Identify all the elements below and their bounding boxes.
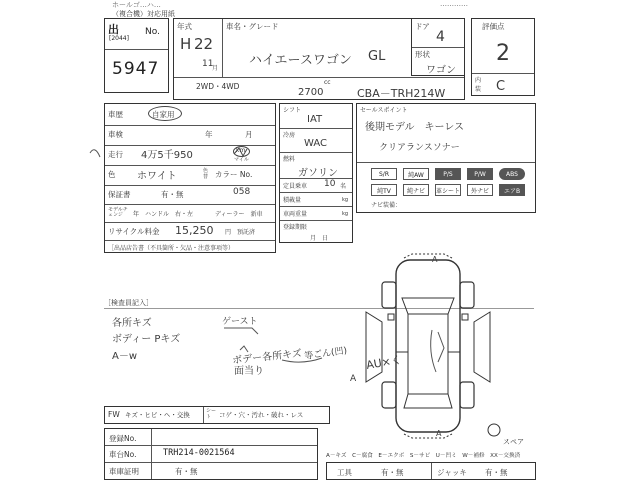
equip-alloy-wheel: 純AW (403, 168, 429, 180)
color-no-label: カラー No. (215, 170, 253, 179)
remarks-label: ［検査員記入］ (104, 299, 153, 307)
doc-top-right-note: ………… (440, 0, 468, 8)
chassis-no-label: 車台No. (109, 450, 137, 459)
ac-value: WAC (304, 138, 327, 149)
expiry-unit: 月 日 (310, 235, 329, 242)
inspection-year: 年 (205, 130, 213, 139)
inspection-month: 月 (245, 130, 253, 139)
grade-label: 評価点 (482, 22, 505, 31)
remark-right-note: AU×く (365, 352, 403, 373)
car-windshield (402, 298, 454, 314)
color-label: 色 (108, 170, 116, 179)
car-rear-window (404, 394, 452, 408)
spec-box (104, 103, 276, 253)
recycle-unit: 円 預託済 (225, 229, 256, 236)
diagram-front-mark: A (432, 255, 438, 264)
garage-cert-options: 有・無 (175, 467, 198, 476)
mileage-label: 走行 (108, 150, 123, 159)
dealer-options: ディーラー 新車 (215, 211, 263, 218)
jack-options: 有・無 (485, 468, 508, 477)
mirror-right (462, 314, 468, 320)
wheel-rear-right (460, 382, 474, 408)
seat-label: シート (206, 408, 217, 420)
equip-aftermarket-navi: 外ナビ (467, 184, 493, 196)
equip-sunroof: S/R (371, 168, 397, 180)
equip-power-window: P/W (467, 168, 493, 180)
tools-row (326, 462, 536, 480)
garage-cert-label: 車庫証明 (109, 467, 139, 476)
nav-equipment-label: ナビ装備： (371, 202, 402, 209)
wheel-front-left (382, 282, 396, 308)
warranty-label: 保証書 (108, 190, 131, 199)
expiry-label: 登録期限 (283, 224, 308, 231)
warranty-options: 有・無 (161, 190, 184, 199)
jack-label: ジャッキ (437, 468, 467, 477)
cc-label: cc (324, 79, 331, 86)
reg-no-label: 登録No. (109, 434, 137, 443)
capacity-unit: 名 (340, 183, 347, 190)
remark-line-1: 各所キズ (112, 318, 152, 329)
grade-box (471, 18, 535, 96)
lot-prefix: 出 (108, 23, 119, 36)
drive-label: 2WD・4WD (196, 82, 240, 91)
chassis-no-value: TRH214-0021564 (163, 448, 235, 458)
usage-value: 自家用 (152, 110, 175, 119)
lot-box (104, 18, 169, 93)
year-label: 年式 (177, 22, 192, 31)
remark-line-4: ボデー各所キズ (231, 348, 303, 367)
mileage-correction-mark (233, 146, 255, 158)
fw-options: キズ・ヒビ・ヘ・交換 (125, 411, 190, 419)
doc-top-note: ホールゴ…ハ… (112, 1, 161, 9)
diagram-rear-mark: A (436, 429, 442, 438)
mech-box (279, 103, 353, 243)
inspection-label: 車検 (108, 130, 123, 139)
mileage-unit: km (236, 147, 246, 154)
tools-options: 有・無 (381, 468, 404, 477)
year-value: 22 (194, 35, 214, 53)
interior-label: 内装 (475, 77, 482, 93)
equip-abs: ABS (499, 168, 525, 180)
recycle-amount: 15,250 (175, 224, 214, 237)
capacity-label: 定員乗車 (283, 183, 308, 190)
doc-form-note: （複合機）対応用紙 (112, 10, 175, 18)
remark-line-5: 面当り (234, 366, 264, 377)
model-change-label: モデルチェンジ (108, 207, 128, 218)
car-diagram (352, 252, 504, 440)
grade-score: 2 (496, 41, 510, 66)
weight-label: 車両重量 (283, 211, 308, 218)
lot-number: 5947 (112, 59, 160, 79)
month-unit: 月 (212, 65, 219, 72)
displacement: 2700 (298, 87, 324, 98)
mileage-tick-mark (88, 141, 104, 161)
shift-value: IAT (307, 114, 323, 125)
usage-label: 車歴 (108, 110, 123, 119)
remark-line-2: ボディー Pキズ (112, 334, 181, 345)
mirror-left (388, 314, 394, 320)
shape-label: 形状 (415, 50, 430, 59)
side-panel-right (474, 312, 490, 382)
weight-unit: kg (342, 211, 349, 217)
notice-label: ［出品店告書（不具箇所・欠品・注意事項等） (108, 245, 235, 252)
remark-line-3: A－w (112, 351, 138, 362)
lot-no-label: No. (145, 27, 160, 37)
spare-tire-icon (488, 424, 500, 436)
spare-label: スペア (503, 438, 524, 446)
chassis-code: CBA－TRH214W (357, 87, 446, 100)
mileage-unit-mile: マイル (234, 157, 249, 163)
year-era: H (180, 35, 192, 53)
fuel-value: ガソリン (298, 168, 338, 179)
sales-line-1: 後期モデル キーレス (365, 122, 464, 133)
color-no-value: 058 (233, 187, 251, 197)
shift-label: シフト (283, 107, 302, 114)
sales-line-2: クリアランスソナー (379, 143, 460, 153)
car-roof (408, 314, 448, 394)
footer-box (104, 428, 318, 480)
vehicle-grade: GL (368, 49, 386, 64)
equip-airbag: エアB (499, 184, 525, 196)
shape-value: ワゴン (426, 65, 456, 76)
color-change: 色替 (203, 168, 209, 180)
equip-genuine-navi: 純ナビ (403, 184, 429, 196)
tools-label: 工具 (337, 468, 352, 477)
equip-genuine-tv: 純TV (371, 184, 397, 196)
load-unit: kg (342, 197, 349, 203)
interior-grade: C (496, 79, 506, 94)
equip-leather-seat: 革シート (435, 184, 461, 196)
condition-legend: A－キズ C－腐食 E－エクボ S－サビ U－凹ミ W－補修 XX－交換済 (326, 453, 521, 459)
doors-label: ドア (415, 22, 430, 31)
color-value: ホワイト (137, 171, 177, 182)
capacity-value: 10 (324, 179, 336, 189)
doors-value: 4 (436, 29, 445, 45)
remark-arrow-scribbles (222, 310, 332, 380)
load-label: 積載量 (283, 197, 302, 204)
car-body-outline (396, 260, 460, 432)
month-value: 11 (202, 59, 214, 69)
sales-box (356, 103, 536, 213)
vehicle-name: ハイエースワゴン (249, 53, 352, 68)
remark-dent-note: 等ごん(凹) (303, 346, 348, 362)
fw-label: FW (108, 410, 120, 419)
recycle-label: リサイクル料金 (108, 227, 160, 236)
wheel-rear-left (382, 382, 396, 408)
ac-label: 冷房 (283, 132, 296, 139)
remark-a-mark: A (350, 374, 357, 384)
model-change-options: 年 ハンドル 右・左 (133, 211, 194, 218)
remark-side-note: ゲースト (222, 317, 258, 327)
damage-row (104, 406, 330, 424)
equip-power-steering: P/S (435, 168, 461, 180)
mileage-value: 4万5千950 (141, 150, 193, 161)
lot-sub: [2044] (109, 35, 129, 42)
sales-label: セールスポイント (360, 107, 408, 114)
doors-box (411, 18, 465, 76)
wheel-front-right (460, 282, 474, 308)
name-label: 車名・グレード (226, 22, 279, 31)
side-panel-left (366, 312, 382, 382)
fuel-label: 燃料 (283, 156, 296, 163)
seat-options: コゲ・穴・汚れ・破れ・レス (219, 411, 304, 419)
